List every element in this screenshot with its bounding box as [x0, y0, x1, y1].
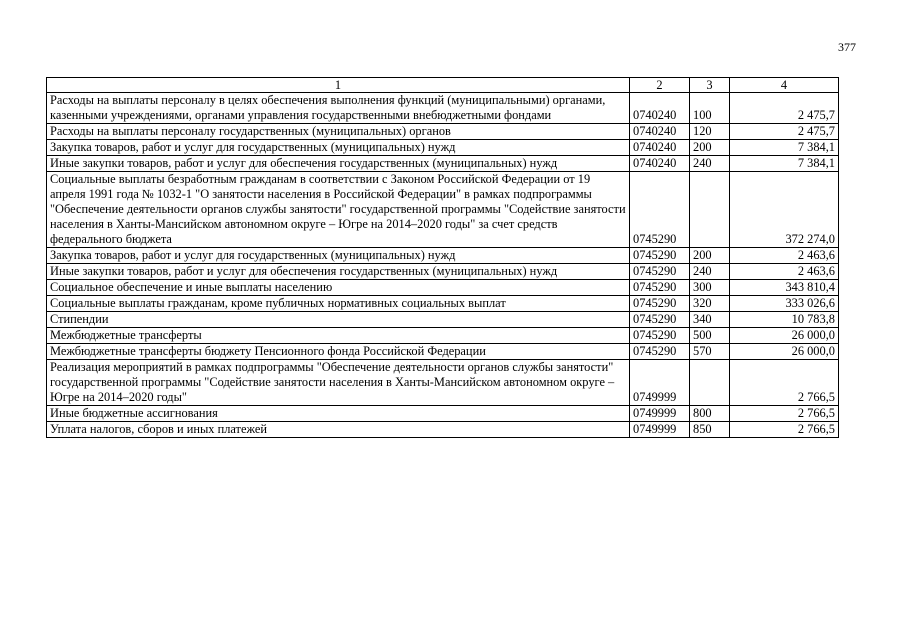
- page-number: 377: [838, 40, 856, 54]
- row-description: Иные бюджетные ассигнования: [47, 406, 630, 422]
- row-description: Межбюджетные трансферты: [47, 328, 630, 344]
- row-code: 0749999: [630, 360, 690, 406]
- budget-table-body: [47, 78, 839, 438]
- column-header-2: 2: [630, 78, 690, 93]
- table-row: [47, 248, 839, 264]
- row-expense-type: 240: [690, 156, 730, 172]
- row-description: Социальные выплаты безработным гражданам в соответствии с Законом Российской Федерации от 19 апреля 1991 года № 1032-1 "О занятости населения в Российской Федерации" в рамках подпрограммы "Обеспечение деятельности органов службы занятости" государственной программы "Содействие занятости населения в Ханты-Мансийском автономном округе – Югре на 2014–2020 годы" за счет средств федерального бюджета: [47, 172, 630, 248]
- row-description: Иные закупки товаров, работ и услуг для обеспечения государственных (муниципальных) нужд: [47, 264, 630, 280]
- table-row: [47, 264, 839, 280]
- row-amount: 2 475,7: [730, 93, 839, 124]
- row-expense-type: [690, 172, 730, 248]
- row-expense-type: [690, 360, 730, 406]
- row-amount: 2 766,5: [730, 360, 839, 406]
- row-code: 0745290: [630, 312, 690, 328]
- row-code: 0740240: [630, 124, 690, 140]
- row-code: 0745290: [630, 328, 690, 344]
- row-amount: 7 384,1: [730, 140, 839, 156]
- column-header-1: 1: [47, 78, 630, 93]
- row-expense-type: 800: [690, 406, 730, 422]
- row-expense-type: 320: [690, 296, 730, 312]
- row-code: 0740240: [630, 156, 690, 172]
- row-code: 0740240: [630, 93, 690, 124]
- table-row: [47, 93, 839, 124]
- table-row: [47, 172, 839, 248]
- row-description: Закупка товаров, работ и услуг для государственных (муниципальных) нужд: [47, 248, 630, 264]
- row-expense-type: 850: [690, 422, 730, 438]
- row-amount: 10 783,8: [730, 312, 839, 328]
- column-header-3: 3: [690, 78, 730, 93]
- column-header-4: 4: [730, 78, 839, 93]
- row-amount: 2 475,7: [730, 124, 839, 140]
- row-amount: 2 766,5: [730, 422, 839, 438]
- row-description: Социальное обеспечение и иные выплаты населению: [47, 280, 630, 296]
- row-amount: 2 766,5: [730, 406, 839, 422]
- table-row: [47, 328, 839, 344]
- table-row: [47, 140, 839, 156]
- row-code: 0740240: [630, 140, 690, 156]
- row-description: Межбюджетные трансферты бюджету Пенсионного фонда Российской Федерации: [47, 344, 630, 360]
- row-description: Уплата налогов, сборов и иных платежей: [47, 422, 630, 438]
- row-expense-type: 100: [690, 93, 730, 124]
- row-amount: 343 810,4: [730, 280, 839, 296]
- budget-table: [46, 77, 839, 438]
- row-expense-type: 240: [690, 264, 730, 280]
- row-description: Расходы на выплаты персоналу государственных (муниципальных) органов: [47, 124, 630, 140]
- row-description: Иные закупки товаров, работ и услуг для обеспечения государственных (муниципальных) нужд: [47, 156, 630, 172]
- table-row: [47, 360, 839, 406]
- row-amount: 26 000,0: [730, 344, 839, 360]
- row-amount: 7 384,1: [730, 156, 839, 172]
- row-amount: 2 463,6: [730, 248, 839, 264]
- row-code: 0745290: [630, 296, 690, 312]
- row-code: 0745290: [630, 172, 690, 248]
- row-code: 0749999: [630, 422, 690, 438]
- row-code: 0749999: [630, 406, 690, 422]
- table-row: [47, 124, 839, 140]
- table-row: [47, 344, 839, 360]
- row-amount: 26 000,0: [730, 328, 839, 344]
- row-description: Реализация мероприятий в рамках подпрограммы "Обеспечение деятельности органов службы занятости" государственной программы "Содействие занятости населения в Ханты-Мансийском автономном округе – Югре на 2014–2020 годы": [47, 360, 630, 406]
- table-row: [47, 406, 839, 422]
- row-expense-type: 120: [690, 124, 730, 140]
- table-row: [47, 422, 839, 438]
- row-code: 0745290: [630, 248, 690, 264]
- row-code: 0745290: [630, 280, 690, 296]
- row-expense-type: 500: [690, 328, 730, 344]
- row-expense-type: 340: [690, 312, 730, 328]
- row-code: 0745290: [630, 264, 690, 280]
- row-code: 0745290: [630, 344, 690, 360]
- row-description: Расходы на выплаты персоналу в целях обеспечения выполнения функций (муниципальными) органами, казенными учреждениями, органами управления государственными внебюджетными фондами: [47, 93, 630, 124]
- row-description: Социальные выплаты гражданам, кроме публичных нормативных социальных выплат: [47, 296, 630, 312]
- row-expense-type: 300: [690, 280, 730, 296]
- row-amount: 2 463,6: [730, 264, 839, 280]
- table-row: [47, 296, 839, 312]
- row-description: Стипендии: [47, 312, 630, 328]
- row-expense-type: 200: [690, 140, 730, 156]
- row-amount: 372 274,0: [730, 172, 839, 248]
- table-header-row: [47, 78, 839, 93]
- table-row: [47, 280, 839, 296]
- row-description: Закупка товаров, работ и услуг для государственных (муниципальных) нужд: [47, 140, 630, 156]
- table-row: [47, 156, 839, 172]
- row-amount: 333 026,6: [730, 296, 839, 312]
- row-expense-type: 570: [690, 344, 730, 360]
- row-expense-type: 200: [690, 248, 730, 264]
- table-row: [47, 312, 839, 328]
